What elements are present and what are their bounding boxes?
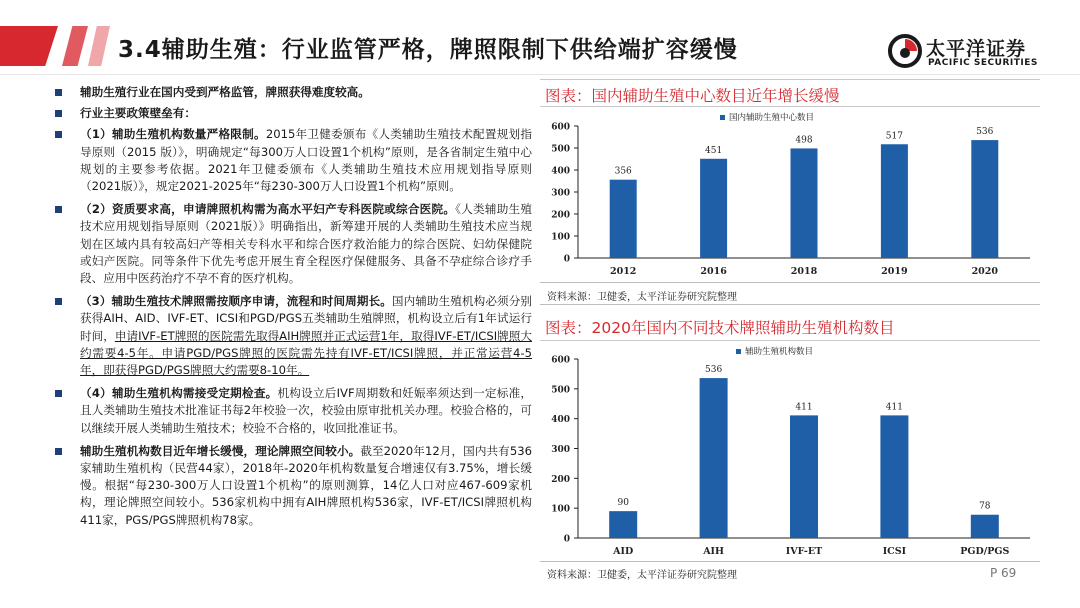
x-tick-label: 2020	[971, 266, 999, 277]
legend-swatch	[736, 349, 741, 354]
y-tick-label: 500	[551, 385, 570, 396]
y-tick-label: 100	[551, 232, 570, 243]
bullet-item	[52, 293, 532, 379]
chart1-caption-divider	[540, 106, 1040, 107]
x-tick-label: 2018	[790, 266, 818, 277]
pacific-logo-icon	[888, 34, 922, 68]
legend-label: 辅助生殖机构数目	[745, 347, 814, 357]
chart2-caption-divider	[540, 340, 1040, 341]
bullet-item	[52, 84, 532, 101]
header-accent-shape	[88, 26, 110, 66]
bar	[609, 511, 637, 538]
chart1-source-divider	[540, 304, 1040, 305]
chart2-source: 资料来源：卫健委，太平洋证券研究院整理	[547, 570, 737, 581]
bullet-text: （2）资质要求高，申请牌照机构需为高水平妇产专科医院或综合医院。	[80, 202, 456, 217]
bar	[880, 415, 908, 538]
bar-data-label: 78	[979, 501, 991, 512]
bar-data-label: 356	[614, 166, 632, 177]
bar	[610, 180, 637, 258]
x-tick-label: 2019	[881, 266, 908, 277]
chart1-source-divider	[540, 282, 1040, 283]
bar-data-label: 451	[705, 145, 723, 156]
bar-data-label: 536	[705, 365, 723, 376]
header-accent-shape	[0, 26, 58, 66]
bullet-text: 行业主要政策壁垒有：	[80, 106, 196, 121]
page-title: 3.4辅助生殖：行业监管严格，牌照限制下供给端扩容缓慢	[118, 37, 738, 63]
y-tick-label: 100	[551, 504, 570, 515]
y-tick-label: 600	[551, 355, 570, 366]
bullet-text: （1）辅助生殖机构数量严格限制。	[80, 127, 266, 142]
bar-data-label: 90	[617, 498, 629, 509]
y-tick-label: 600	[551, 122, 570, 133]
chart1-caption-divider	[540, 79, 1040, 80]
chart1-source: 资料来源：卫健委，太平洋证券研究院整理	[547, 292, 737, 303]
x-tick-label: 2012	[609, 266, 637, 277]
logo-cn-text: 太平洋证券	[926, 38, 1027, 60]
y-tick-label: 0	[563, 254, 570, 265]
bullet-item	[52, 126, 532, 195]
bullet-text: 申请IVF-ET牌照的医院需先取得AIH牌照并正式运营1年，取得IVF-ET/ICSI牌照大约需要4-5年。申请PGD/PGS牌照的医院需先持有IVF-ET/ICSI牌照，并正常运营4-5年，即获得PGD/PGS牌照大约需要8-10年。	[80, 328, 532, 378]
bar	[790, 415, 818, 538]
bar	[791, 148, 818, 258]
bullet-item	[52, 443, 532, 529]
bar-data-label: 517	[885, 131, 903, 142]
bar-data-label: 411	[885, 402, 903, 413]
chart2-bar-chart	[540, 342, 1040, 560]
y-tick-label: 500	[551, 144, 570, 155]
bullet-text: 《人类辅助生殖技术应用规划指导原则（2021版）》明确指出，新筹建开展的人类辅助生殖技术应当规划在区域内具有较高妇产等相关专科水平和综合医疗救治能力的综合医院、妇幼保健院或妇产医院。同等条件下优先考虑开展生育全程医疗保健服务、具备不孕症综合诊疗手段、应用中医药治疗不孕不育的医疗机构。	[80, 202, 532, 286]
bar	[700, 159, 727, 258]
x-tick-label: AIH	[703, 546, 724, 557]
page-number: P 69	[990, 566, 1017, 580]
chart1-bar-chart	[540, 110, 1040, 282]
y-tick-label: 400	[551, 415, 570, 426]
legend-swatch	[720, 115, 725, 120]
bar	[971, 140, 998, 258]
y-tick-label: 300	[551, 188, 570, 199]
chart1-caption: 图表：国内辅助生殖中心数目近年增长缓慢	[545, 87, 840, 105]
header-divider	[0, 74, 1080, 75]
x-tick-label: PGD/PGS	[960, 546, 1010, 557]
x-tick-label: 2016	[700, 266, 727, 277]
bullet-text: 辅助生殖机构数目近年增长缓慢，理论牌照空间较小。	[80, 443, 361, 458]
bullet-text: 2015年卫健委颁布《人类辅助生殖技术配置规划指导原则（2015 版）》，明确规定“每300万人口设置1个机构”原则，是各省制定生殖中心规划的主要参考依据。2021年卫健委颁布《人类辅助生殖技术应用规划指导原则（2021版）》，规定2021-2025年“每230-300万人口设置1个机构”原则。	[80, 127, 532, 194]
y-tick-label: 200	[551, 210, 570, 221]
y-tick-label: 0	[563, 534, 570, 545]
chart2-caption: 图表：2020年国内不同技术牌照辅助生殖机构数目	[545, 319, 895, 337]
bullet-text: 辅助生殖行业在国内受到严格监管，牌照获得难度较高。	[80, 85, 370, 99]
bullet-text: （3）辅助生殖技术牌照需按顺序申请，流程和时间周期长。	[80, 294, 392, 309]
header-accent-shape	[62, 26, 88, 66]
company-logo	[888, 32, 1068, 72]
x-tick-label: IVF-ET	[785, 546, 823, 557]
legend-label: 国内辅助生殖中心数目	[729, 113, 815, 123]
y-tick-label: 300	[551, 445, 570, 455]
bar	[881, 144, 908, 258]
bar-data-label: 498	[795, 135, 813, 146]
bar	[700, 378, 728, 538]
bullet-text: 机构设立后IVF周期数和妊娠率须达到一定标准，且人类辅助生殖技术批准证书每2年校验一次，校验由原审批机关办理。校验合格的，可以继续开展人类辅助生殖技术；校验不合格的，收回批准证书。	[80, 386, 532, 435]
y-tick-label: 200	[551, 474, 570, 485]
bullet-item	[52, 105, 532, 122]
chart2-source-divider	[540, 561, 1040, 562]
bullet-text: 国内辅助生殖机构必须分别获得AIH、AID、IVF-ET、ICSI和PGD/PGS五类辅助生殖牌照，机构设立后有1年试运行时间，	[80, 294, 532, 343]
bar	[971, 515, 999, 538]
bullet-item	[52, 201, 532, 287]
bullet-text: （4）辅助生殖机构需接受定期检查。	[80, 386, 278, 401]
x-tick-label: ICSI	[882, 546, 907, 557]
bullet-list	[52, 84, 532, 529]
y-tick-label: 400	[551, 166, 570, 177]
bar-data-label: 411	[795, 402, 813, 413]
logo-en-text: PACIFIC SECURITIES	[928, 58, 1038, 68]
x-tick-label: AID	[613, 546, 634, 557]
bullet-text: 截至2020年12月，国内共有536家辅助生殖机构（民营44家），2018年-2020年机构数量复合增速仅有3.75%，增长缓慢。根据“每230-300万人口设置1个机构”的原则测算，14亿人口对应467-609家机构，理论牌照空间较小。536家机构中拥有AIH牌照机构536家，IVF-ET/ICSI牌照机构411家，PGS/PGS牌照机构78家。	[80, 443, 532, 527]
bullet-item	[52, 385, 532, 437]
bar-data-label: 536	[976, 127, 994, 138]
